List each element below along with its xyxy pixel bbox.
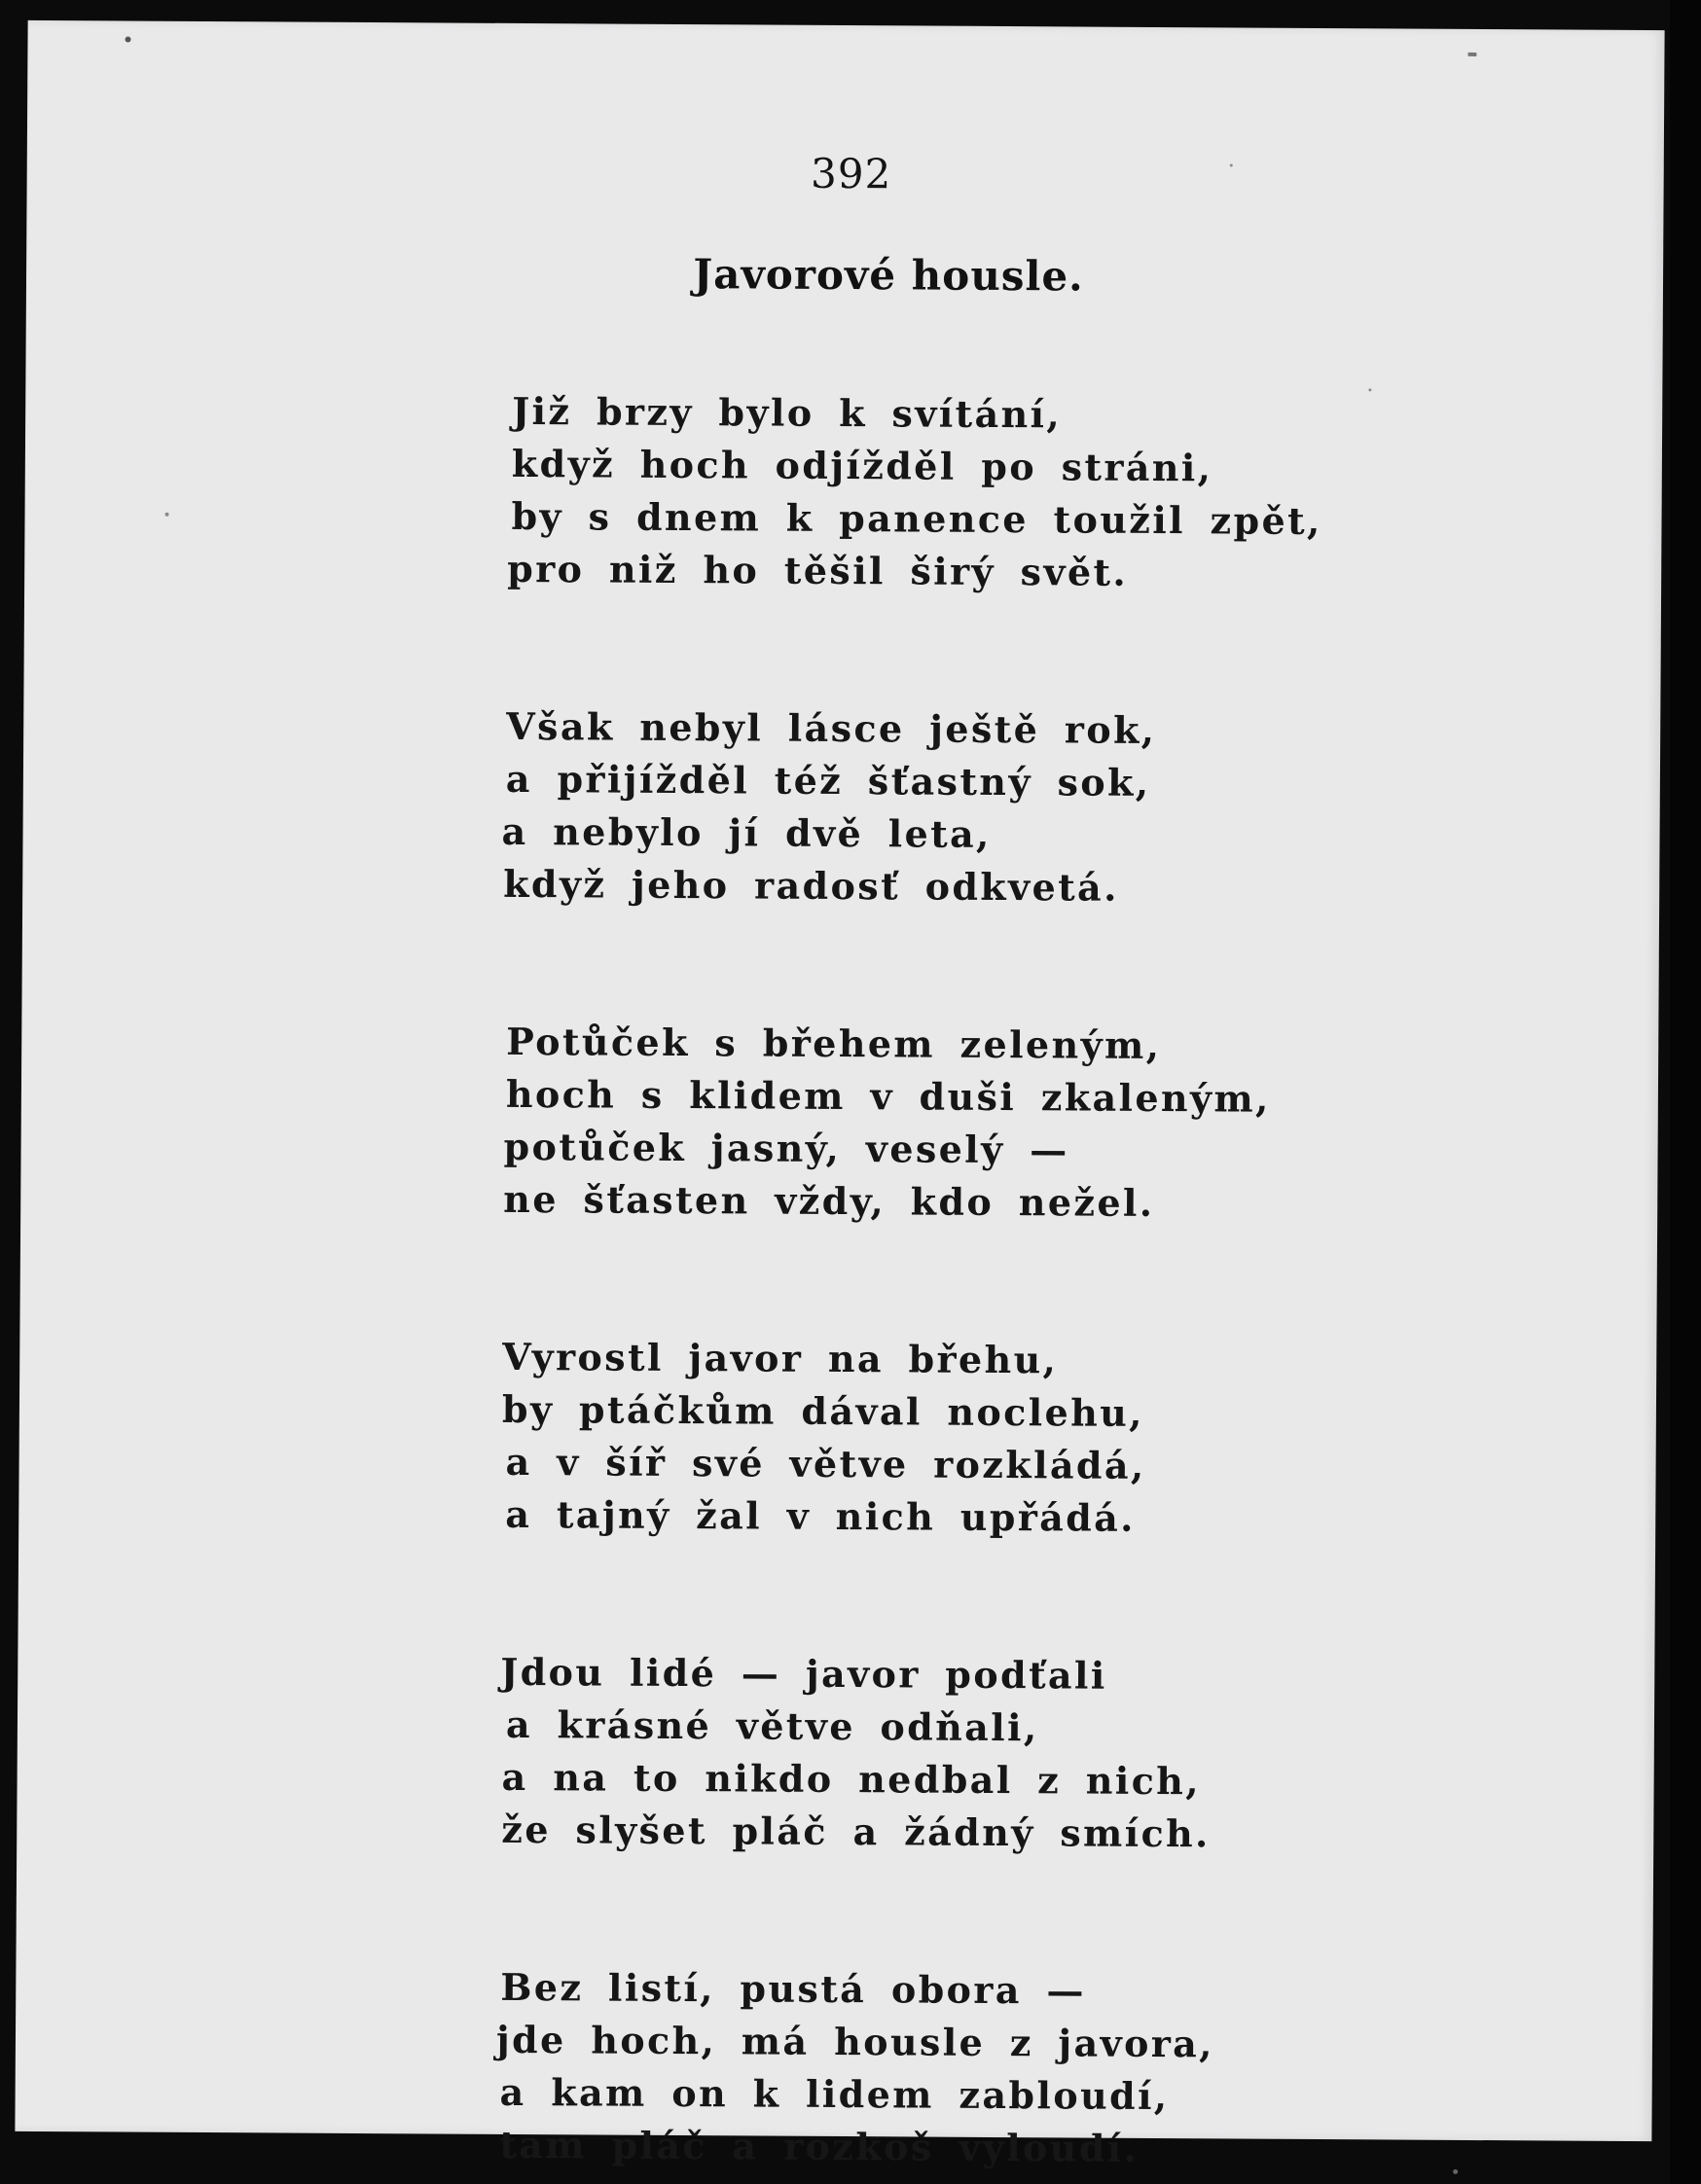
- stanza-3: [499, 1016, 1473, 1232]
- verse-line: pro niž ho těšil širý svět.: [507, 546, 1129, 594]
- scan-speck: [1453, 2169, 1458, 2174]
- verse-line: potůček jasný, veselý —: [503, 1124, 1069, 1172]
- verse-line: když hoch odjížděl po stráni,: [511, 441, 1213, 490]
- verse-line: když jeho radosť odkvetá.: [503, 861, 1119, 910]
- verse-line: Již brzy bylo k svítání,: [512, 388, 1063, 437]
- verse-line: Bez listí, pustá obora —: [500, 1964, 1086, 2013]
- verse-line: a přijížděl též šťastný sok,: [505, 756, 1151, 805]
- stanza-1: [503, 385, 1477, 601]
- scan-speck: [1467, 53, 1476, 56]
- verse-line: že slyšet pláč a žádný smích.: [501, 1807, 1211, 1856]
- scan-edge-shadow: [1670, 0, 1701, 2184]
- stanza-2: [501, 700, 1475, 916]
- page-number: 392: [810, 149, 892, 198]
- verse-line: tam pláč a rozkoš vyloudí.: [499, 2122, 1140, 2170]
- verse-line: a tajný žal v nich upřádá.: [505, 1491, 1137, 1540]
- poem-title: Javorové housle.: [693, 250, 1084, 301]
- stanza-4: [497, 1331, 1471, 1547]
- scan-speck: [165, 513, 169, 517]
- verse-line: a kam on k lidem zabloudí,: [499, 2069, 1170, 2119]
- verse-line: a nebylo jí dvě leta,: [501, 808, 992, 856]
- scan-speck: [1230, 163, 1233, 166]
- verse-line: a na to nikdo nedbal z nich,: [501, 1754, 1202, 1804]
- verse-line: Potůček s břehem zeleným,: [506, 1019, 1162, 1068]
- verse-line: ne šťasten vždy, kdo nežel.: [503, 1176, 1155, 1225]
- scan-speck: [126, 36, 131, 42]
- stanza-6: [493, 1961, 1467, 2177]
- scan-speck: [1368, 388, 1371, 391]
- verse-line: by ptáčkům dával noclehu,: [501, 1386, 1144, 1435]
- verse-line: by s dnem k panence toužil zpět,: [511, 493, 1322, 544]
- poem-body: [492, 385, 1477, 2184]
- verse-line: Však nebyl lásce ještě rok,: [506, 703, 1157, 752]
- verse-line: jde hoch, má housle z javora,: [495, 2017, 1215, 2066]
- verse-line: hoch s klidem v duši zkaleným,: [505, 1071, 1271, 1121]
- verse-line: a v šíř své větve rozkládá,: [505, 1439, 1146, 1487]
- verse-line: a krásné větve odňali,: [505, 1701, 1039, 1750]
- verse-line: Jdou lidé — javor podťali: [500, 1649, 1107, 1698]
- stanza-5: [495, 1646, 1469, 1862]
- book-page: [15, 20, 1664, 2170]
- verse-line: Vyrostl javor na břehu,: [502, 1334, 1059, 1382]
